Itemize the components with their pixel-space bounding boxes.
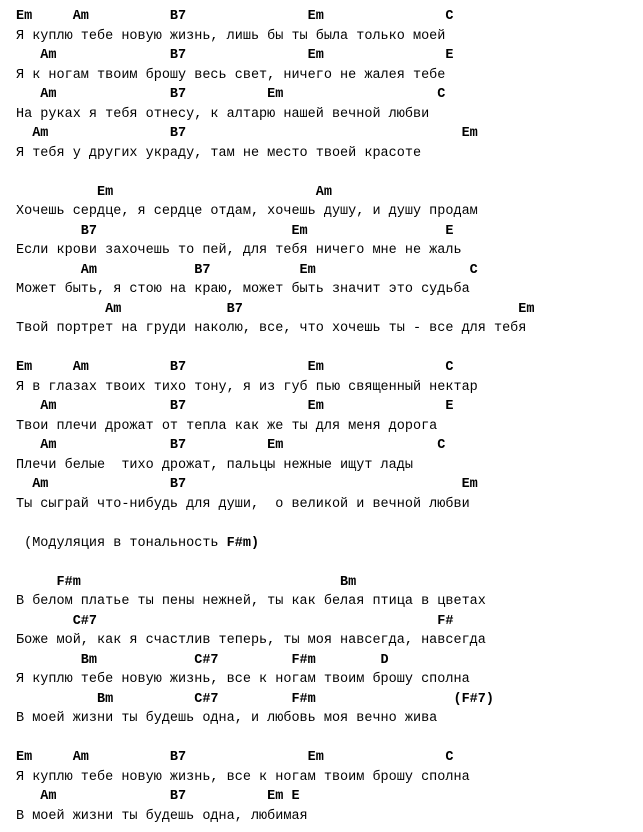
chord-line: Am B7 Em: [16, 301, 535, 317]
lyric-line: Я куплю тебе новую жизнь, все к ногам твоим брошу сполна: [16, 769, 470, 785]
lyric-line: Я к ногам твоим брошу весь свет, ничего не жалея тебе: [16, 67, 446, 83]
song-sheet: [16, 7, 534, 826]
chord-line: Am B7 Em: [16, 477, 478, 492]
lyric-line: Плечи белые тихо дрожат, пальцы нежные ищут лады: [16, 457, 413, 473]
lyric-line: Может быть, я стою на краю, может быть значит это судьба: [16, 282, 470, 297]
chord-line: Am B7 Em C: [16, 262, 478, 278]
chord-line: Em Am B7 Em C: [16, 750, 454, 765]
chord-line: F#m Bm: [16, 574, 357, 590]
lyric-line: Я куплю тебе новую жизнь, все к ногам твоим брошу сполна: [16, 672, 470, 687]
lyric-line: Твои плечи дрожат от тепла как же ты для меня дорога: [16, 418, 438, 434]
lyric-line: Я в глазах твоих тихо тону, я из губ пью священный нектар: [16, 379, 478, 395]
blank-line: [16, 339, 534, 359]
chord-line: C#7 F#: [16, 613, 454, 629]
blank-line: [16, 553, 534, 573]
chord-line: Am B7 Em E: [16, 48, 454, 63]
chord-line: Bm C#7 F#m D: [16, 652, 389, 668]
chord-line: Em Am: [16, 184, 332, 200]
lyric-line: Ты сыграй что-нибудь для души, о великой и вечной любви: [16, 496, 470, 512]
lyric-line: Я тебя у других украду, там не место твоей красоте: [16, 145, 422, 161]
modulation-key: F#m): [226, 535, 260, 551]
lyric-line: Боже мой, как я счастлив теперь, ты моя навсегда, навсегда: [16, 633, 486, 648]
chord-line: Am B7 Em E: [16, 789, 300, 804]
modulation-note: [16, 534, 534, 554]
chord-line: Am B7 Em C: [16, 438, 446, 453]
chord-line: Bm C#7 F#m (F#7): [16, 691, 494, 707]
chord-line: Am B7 Em E: [16, 399, 454, 414]
lyric-line: Хочешь сердце, я сердце отдам, хочешь душу, и душу продам: [16, 204, 478, 219]
blank-line: [16, 163, 534, 183]
blank-line: [16, 514, 534, 534]
lyric-line: Твой портрет на груди наколю, все, что хочешь ты - все для тебя: [16, 321, 527, 336]
lyric-line: Если крови захочешь то пей, для тебя ничего мне не жаль: [16, 243, 462, 258]
lyric-line: В белом платье ты пены нежней, ты как белая птица в цветах: [16, 594, 486, 609]
lyric-line: В моей жизни ты будешь одна, и любовь моя вечно жива: [16, 711, 438, 726]
lyric-line: В моей жизни ты будешь одна, любимая: [16, 808, 308, 824]
chord-line: Am B7 Em: [16, 126, 478, 141]
chord-line: Em Am B7 Em C: [16, 9, 454, 24]
lyric-line: На руках я тебя отнесу, к алтарю нашей вечной любви: [16, 106, 430, 122]
chord-line: Am B7 Em C: [16, 87, 446, 102]
chord-line: B7 Em E: [16, 223, 454, 239]
blank-line: [16, 729, 534, 749]
chord-line: Em Am B7 Em C: [16, 360, 454, 375]
modulation-text: (Модуляция в тональность: [16, 535, 227, 551]
lyric-line: Я куплю тебе новую жизнь, лишь бы ты была только моей: [16, 28, 446, 44]
